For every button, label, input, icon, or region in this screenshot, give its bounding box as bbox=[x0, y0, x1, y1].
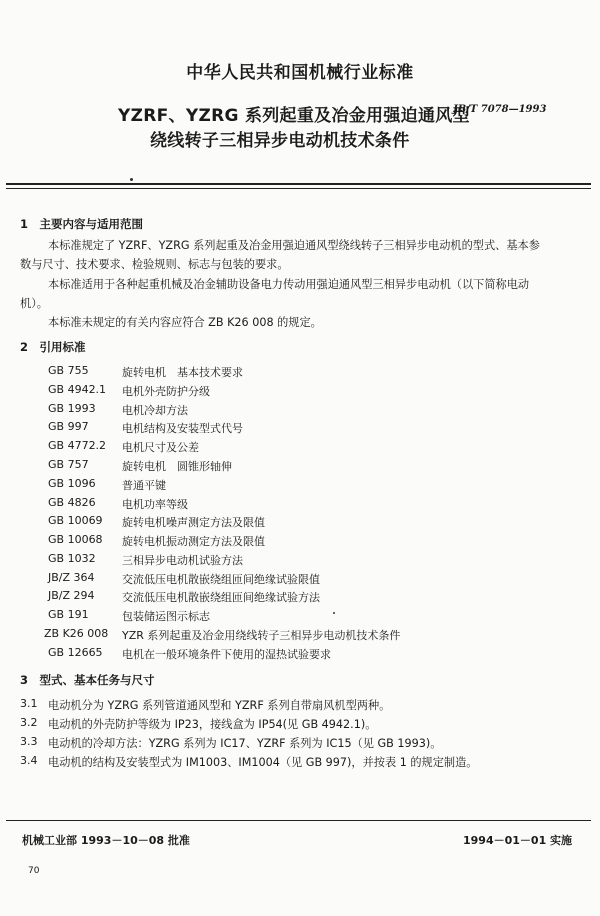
issuing-body: 中华人民共和国机械行业标准 bbox=[186, 63, 414, 83]
header-rule-thin bbox=[6, 188, 591, 189]
reference-code: GB 191 bbox=[48, 608, 89, 621]
section-title: 型式、基本任务与尺寸 bbox=[39, 673, 155, 687]
scan-speck bbox=[130, 178, 133, 181]
reference-code: GB 10068 bbox=[48, 533, 103, 546]
reference-code: GB 1032 bbox=[48, 552, 96, 565]
paragraph-line: 机）。 bbox=[20, 297, 48, 310]
reference-code: GB 1993 bbox=[48, 402, 96, 415]
clause-number: 3.1 bbox=[20, 697, 38, 710]
reference-title: 旋转电机噪声测定方法及限值 bbox=[122, 516, 265, 529]
page-number: 70 bbox=[28, 866, 40, 876]
approval-date: 机械工业部 1993－10－08 批准 bbox=[22, 834, 190, 847]
reference-code: ZB K26 008 bbox=[44, 627, 109, 640]
reference-code: JB/Z 294 bbox=[48, 589, 95, 602]
reference-code: GB 997 bbox=[48, 420, 89, 433]
section-1-heading bbox=[20, 216, 143, 232]
clause-number: 3.3 bbox=[20, 735, 38, 748]
reference-title: 电机功率等级 bbox=[122, 498, 188, 511]
reference-code: JB/Z 364 bbox=[48, 571, 95, 584]
paragraph-line: 本标准适用于各种起重机械及冶金辅助设备电力传动用强迫通风型三相异步电动机（以下简称电动 bbox=[48, 278, 530, 291]
scan-speck bbox=[333, 612, 335, 614]
clause-text: 电动机分为 YZRG 系列管道通风型和 YZRF 系列自带扇风机型两种。 bbox=[48, 699, 391, 712]
reference-title: 电机外壳防护分级 bbox=[122, 385, 210, 398]
clause-text: 电动机的结构及安装型式为 IM1003、IM1004（见 GB 997)，并按表 1 的规定制造。 bbox=[48, 756, 478, 769]
reference-title: 电机尺寸及公差 bbox=[122, 441, 199, 454]
reference-title: 交流低压电机散嵌绕组匝间绝缘试验方法 bbox=[122, 591, 320, 604]
reference-title: YZR 系列起重及冶金用绕线转子三相异步电动机技术条件 bbox=[122, 629, 401, 642]
reference-title: 交流低压电机散嵌绕组匝间绝缘试验限值 bbox=[122, 573, 320, 586]
paragraph-line: 本标准未规定的有关内容应符合 ZB K26 008 的规定。 bbox=[48, 316, 322, 329]
standard-number: JB/T 7078—1993 bbox=[453, 104, 547, 115]
section-number: 1 bbox=[20, 217, 29, 231]
clause-number: 3.2 bbox=[20, 716, 38, 729]
reference-title: 包装储运图示标志 bbox=[122, 610, 210, 623]
section-number: 3 bbox=[20, 673, 29, 687]
standard-title-line-2: 绕线转子三相异步电动机技术条件 bbox=[150, 131, 410, 151]
section-title: 主要内容与适用范围 bbox=[39, 217, 144, 231]
paragraph-line: 本标准规定了 YZRF、YZRG 系列起重及冶金用强迫通风型绕线转子三相异步电动机的型式、基本参 bbox=[48, 239, 540, 252]
reference-title: 旋转电机振动测定方法及限值 bbox=[122, 535, 265, 548]
reference-title: 普通平键 bbox=[122, 479, 166, 492]
section-number: 2 bbox=[20, 340, 29, 354]
reference-title: 三相异步电动机试验方法 bbox=[122, 554, 243, 567]
reference-title: 电机结构及安装型式代号 bbox=[122, 422, 243, 435]
reference-title: 电机在一般环境条件下使用的湿热试验要求 bbox=[122, 648, 331, 661]
effective-date: 1994－01－01 实施 bbox=[463, 834, 573, 847]
clause-text: 电动机的冷却方法：YZRG 系列为 IC17、YZRF 系列为 IC15（见 GB 1993)。 bbox=[48, 737, 442, 750]
clause-number: 3.4 bbox=[20, 754, 38, 767]
standard-title-line-1: YZRF、YZRG 系列起重及冶金用强迫通风型 bbox=[118, 106, 470, 126]
reference-code: GB 4772.2 bbox=[48, 439, 107, 452]
reference-code: GB 4826 bbox=[48, 496, 96, 509]
reference-title: 旋转电机 基本技术要求 bbox=[122, 366, 243, 379]
paragraph-line: 数与尺寸、技术要求、检验规则、标志与包装的要求。 bbox=[20, 258, 289, 271]
section-3-heading bbox=[20, 672, 155, 688]
reference-code: GB 4942.1 bbox=[48, 383, 107, 396]
reference-code: GB 10069 bbox=[48, 514, 103, 527]
reference-title: 旋转电机 圆锥形轴伸 bbox=[122, 460, 232, 473]
section-2-heading bbox=[20, 339, 86, 355]
section-title: 引用标准 bbox=[39, 340, 86, 354]
reference-title: 电机冷却方法 bbox=[122, 404, 188, 417]
clause-text: 电动机的外壳防护等级为 IP23，接线盒为 IP54(见 GB 4942.1)。 bbox=[48, 718, 377, 731]
footer-rule bbox=[6, 820, 591, 821]
header-rule bbox=[6, 183, 591, 185]
reference-code: GB 755 bbox=[48, 364, 89, 377]
reference-code: GB 757 bbox=[48, 458, 89, 471]
reference-code: GB 1096 bbox=[48, 477, 96, 490]
reference-code: GB 12665 bbox=[48, 646, 103, 659]
